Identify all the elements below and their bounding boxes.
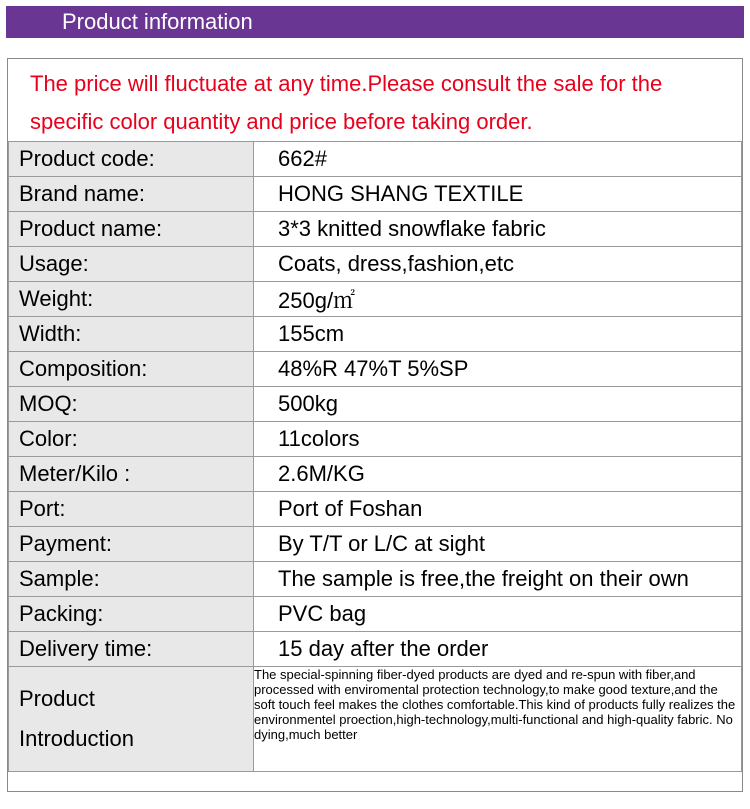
row-label: Usage: [9, 247, 254, 282]
row-value: HONG SHANG TEXTILE [254, 177, 742, 212]
row-label: MOQ: [9, 387, 254, 422]
row-label: Sample: [9, 562, 254, 597]
row-label: Brand name: [9, 177, 254, 212]
row-label: Meter/Kilo : [9, 457, 254, 492]
row-label: Product code: [9, 142, 254, 177]
row-value: The sample is free,the freight on their own [254, 562, 742, 597]
section-title: Product information [62, 9, 253, 34]
row-label: Port: [9, 492, 254, 527]
table-row [9, 212, 742, 247]
row-value: 3*3 knitted snowflake fabric [254, 212, 742, 247]
product-info-table [8, 141, 742, 772]
table-row [9, 177, 742, 212]
introduction-label-line2: Introduction [19, 726, 134, 751]
row-label: Composition: [9, 352, 254, 387]
row-label: Product name: [9, 212, 254, 247]
row-value: By T/T or L/C at sight [254, 527, 742, 562]
row-label: Weight: [9, 282, 254, 317]
table-row [9, 632, 742, 667]
introduction-row [9, 667, 742, 772]
table-row [9, 142, 742, 177]
section-header [6, 6, 744, 38]
table-row [9, 527, 742, 562]
table-row [9, 492, 742, 527]
row-label: Packing: [9, 597, 254, 632]
row-label: Delivery time: [9, 632, 254, 667]
table-row [9, 457, 742, 492]
table-row [9, 422, 742, 457]
table-row [9, 352, 742, 387]
table-row [9, 247, 742, 282]
row-value: 662# [254, 142, 742, 177]
price-notice [8, 59, 742, 141]
row-value: Port of Foshan [254, 492, 742, 527]
row-value: 250g/㎡ [254, 282, 742, 317]
table-row [9, 597, 742, 632]
introduction-text: The special-spinning fiber-dyed products are dyed and re-spun with fiber,and processed with enviromental protection technology,to make good texture,and the soft touch feel makes the clothes comfortable.This kind of products fully realizes the environmentel proection,high-technology,multi-functional and high-quality fabric. No dying,much better [254, 667, 742, 772]
introduction-label-line1: Product [19, 686, 95, 711]
row-value: 11colors [254, 422, 742, 457]
row-label: Color: [9, 422, 254, 457]
row-value: PVC bag [254, 597, 742, 632]
row-value: 15 day after the order [254, 632, 742, 667]
row-label: Payment: [9, 527, 254, 562]
introduction-label [9, 667, 254, 772]
row-value: 500kg [254, 387, 742, 422]
price-notice-text: The price will fluctuate at any time.Please consult the sale for the specific color quantity and price before taking order. [30, 71, 663, 134]
table-row [9, 562, 742, 597]
table-row [9, 282, 742, 317]
table-row [9, 317, 742, 352]
row-value: 2.6M/KG [254, 457, 742, 492]
table-row [9, 387, 742, 422]
row-value: 155cm [254, 317, 742, 352]
row-value: 48%R 47%T 5%SP [254, 352, 742, 387]
row-label: Width: [9, 317, 254, 352]
row-value: Coats, dress,fashion,etc [254, 247, 742, 282]
